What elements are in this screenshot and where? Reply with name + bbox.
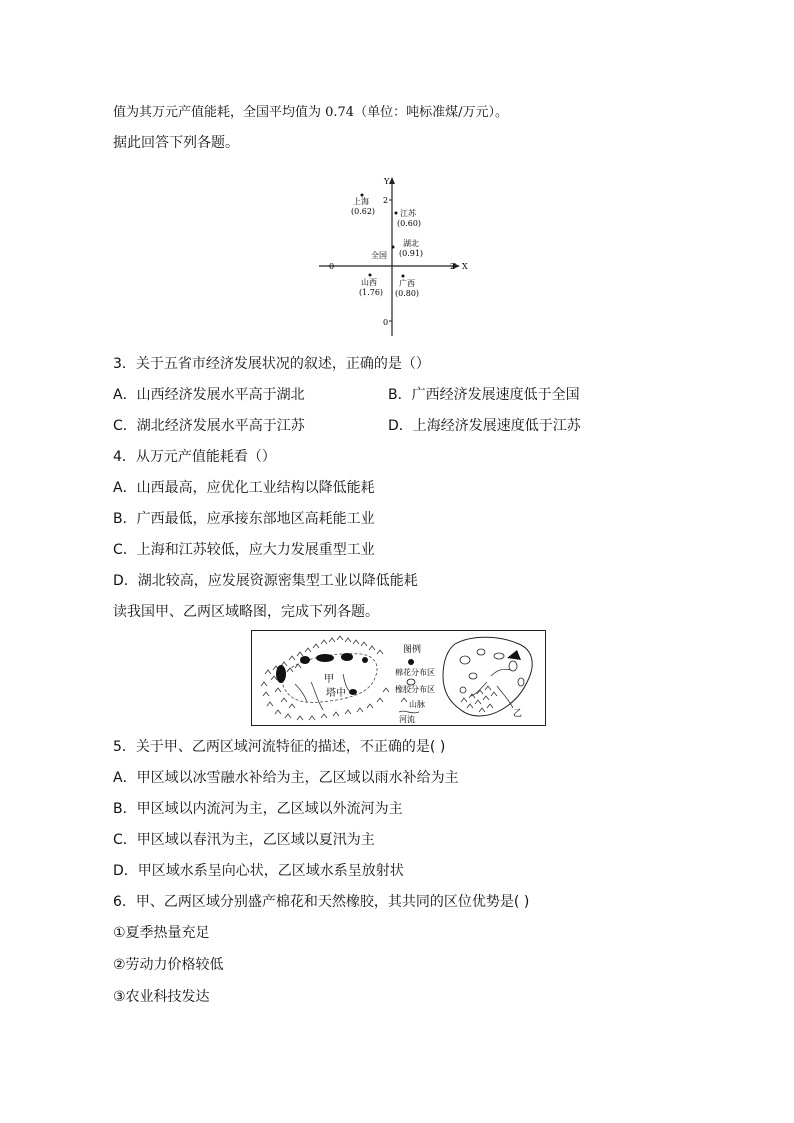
q6-option-3: ③农业科技发达 [113,989,210,1005]
point-label-shanxi: 山西 [361,278,377,287]
point-value-hubei: (0.91) [399,249,424,258]
q3-option-d: D．上海经济发展速度低于江苏 [388,418,581,434]
y-axis-arrow [389,177,395,184]
intro-line-1: 值为其万元产值能耗，全国平均值为 0.74（单位：吨标准煤/万元）。 [113,105,508,120]
point-value-shanghai: (0.62) [351,207,376,216]
point-value-guangxi: (0.80) [395,289,420,298]
legend-mountain: 山脉 [409,700,425,709]
y-tick-0: 0 [383,318,389,327]
q4-option-c: C．上海和江苏较低，应大力发展重型工业 [113,542,375,558]
q4-option-b: B．广西最低，应承接东部地区高耗能工业 [113,511,375,527]
q5-option-a: A．甲区域以冰雪融水补给为主，乙区域以雨水补给为主 [113,770,459,786]
point-label-shanghai: 上海 [353,197,369,206]
q4-stem: 4．从万元产值能耗看（） [113,449,276,465]
q4-option-a: A．山西最高，应优化工业结构以降低能耗 [113,480,375,496]
region-yi-label: 乙 [513,709,523,719]
point-hubei [392,246,395,249]
q6-option-1: ①夏季热量充足 [113,925,210,941]
point-shanxi [369,274,372,277]
point-value-shanxi: (1.76) [359,288,384,297]
x-axis-label: X [462,262,468,271]
map-intro: 读我国甲、乙两区域略图，完成下列各题。 [113,604,379,620]
q3-option-b: B．广西经济发展速度低于全国 [388,387,580,403]
point-guangxi [402,275,405,278]
q6-option-2: ②劳动力价格较低 [113,957,224,973]
legend-rubber: 橡胶分布区 [395,685,435,694]
x-tick-0: 0 [329,262,335,271]
y-tick-2: 2 [383,196,389,205]
q5-option-d: D．甲区域水系呈向心状，乙区域水系呈放射状 [113,863,404,879]
q3-option-a: A．山西经济发展水平高于湖北 [113,387,305,403]
region-map-figure [251,630,546,726]
map-frame [252,631,546,726]
q5-option-b: B．甲区域以内流河为主，乙区域以外流河为主 [113,801,403,817]
legend-cotton-swatch [408,659,414,665]
point-label-hubei: 湖北 [403,239,419,248]
point-jiangsu [395,212,398,215]
y-axis-label: Y [384,177,390,186]
point-label-guangxi: 广西 [399,279,415,288]
q4-option-d: D．湖北较高，应发展资源密集型工业以降低能耗 [113,573,418,589]
point-value-jiangsu: (0.60) [397,219,422,228]
legend-cotton: 棉花分布区 [395,668,435,677]
energy-consumption-figure [317,176,477,341]
intro-line-2: 据此回答下列各题。 [113,135,239,151]
tarim-label: 塔中 [326,688,346,699]
q5-option-c: C．甲区域以春汛为主，乙区域以夏汛为主 [113,832,375,848]
x-tick-2: 2 [450,262,456,271]
legend-river: 河流 [399,715,415,724]
point-label-jiangsu: 江苏 [400,209,416,218]
legend-title: 图例 [403,645,422,655]
q3-stem: 3．关于五省市经济发展状况的叙述，正确的是（） [113,356,430,372]
q5-stem: 5．关于甲、乙两区域河流特征的描述，不正确的是( ) [113,739,446,755]
national-label: 全国 [371,251,387,260]
region-jia-label: 甲 [324,674,334,685]
q6-stem: 6．甲、乙两区域分别盛产棉花和天然橡胶，其共同的区位优势是( ) [113,894,530,910]
q3-option-c: C．湖北经济发展水平高于江苏 [113,418,305,434]
